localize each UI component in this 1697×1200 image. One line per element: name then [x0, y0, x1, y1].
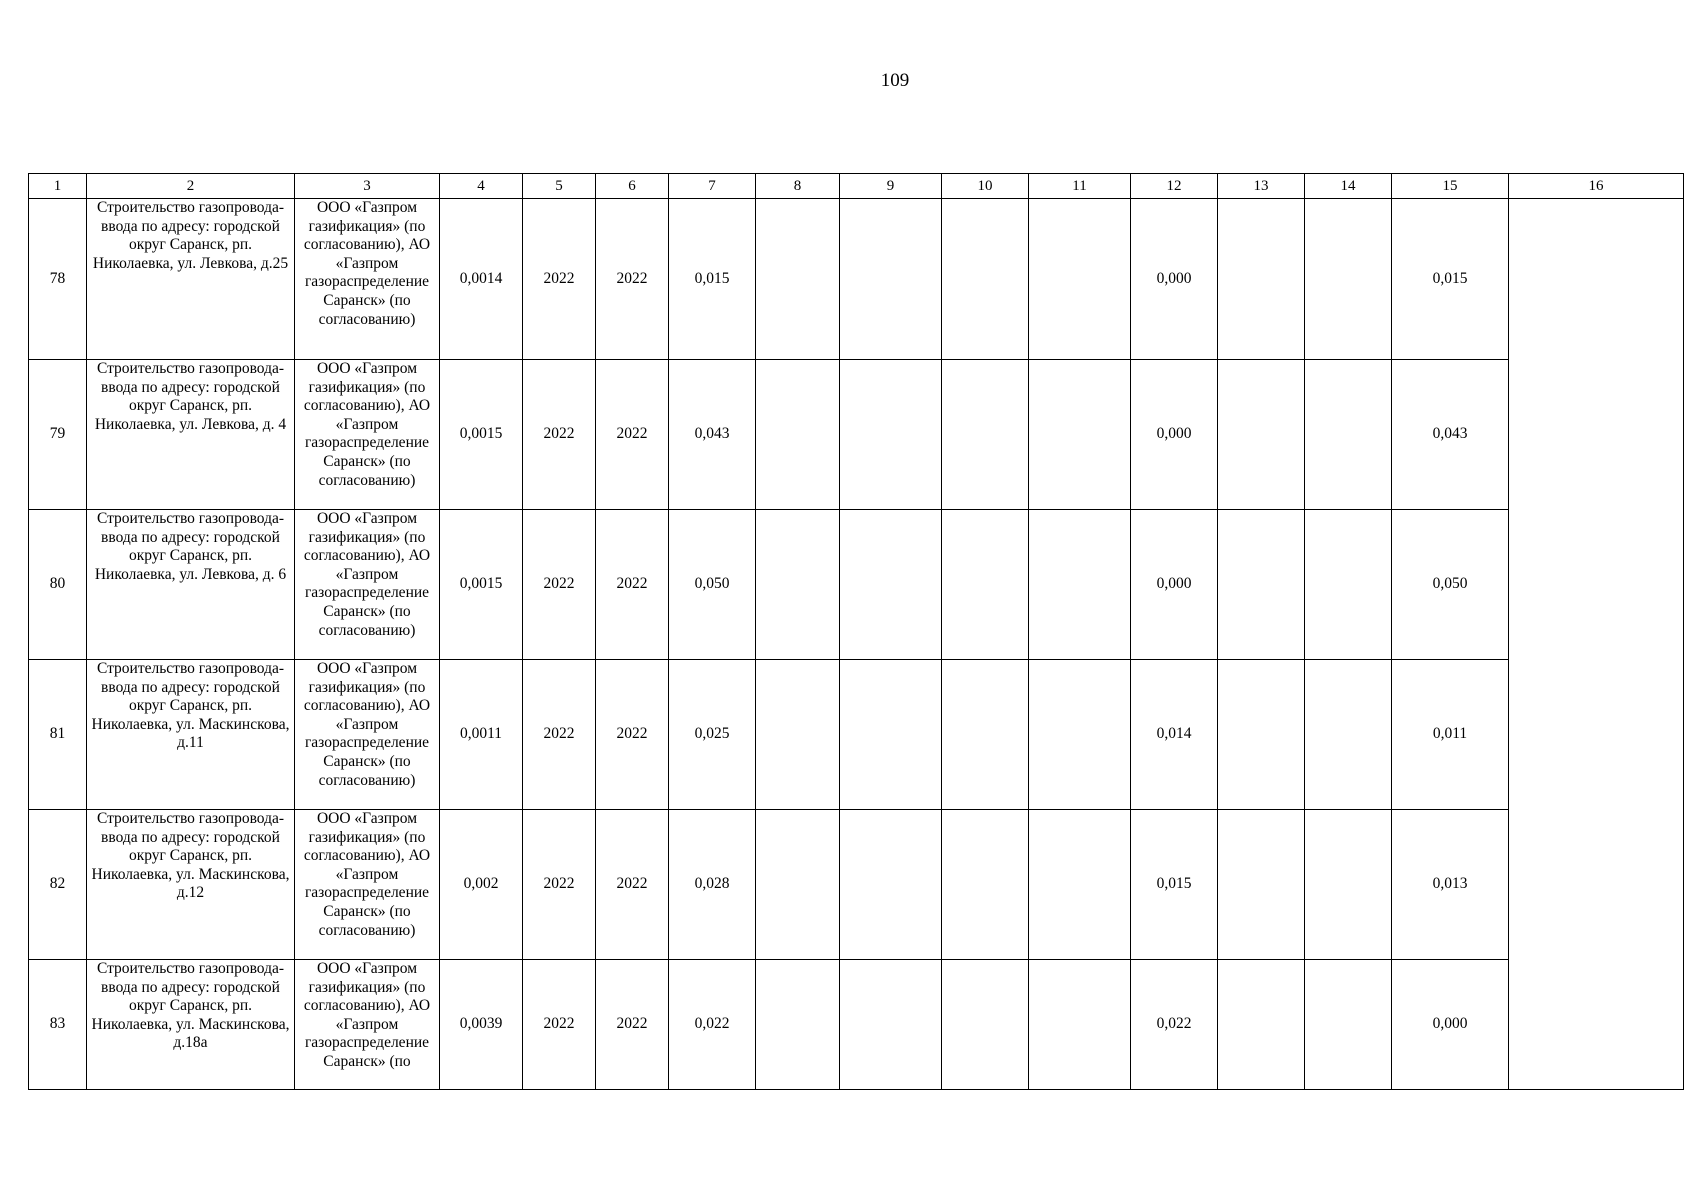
col-8-value [756, 960, 840, 1090]
row-number: 82 [29, 810, 87, 960]
responsible-org-text: ООО «Газпром газификация» (по согласованию), АО «Газпром газораспределение Саранск» (по согласованию) [303, 810, 431, 939]
header-cell: 6 [596, 174, 669, 199]
responsible-org-text: ООО «Газпром газификация» (по согласованию), АО «Газпром газораспределение Саранск» (по согласованию) [303, 360, 431, 489]
col-6-end-year: 2022 [596, 199, 669, 360]
row-number: 78 [29, 199, 87, 360]
col-4-value: 0,0011 [440, 660, 523, 810]
col-8-value [756, 810, 840, 960]
work-description: Строительство газопровода-ввода по адресу: городской округ Саранск, рп. Николаевка, ул. Маскинскова, д.12 [87, 810, 295, 960]
col-11-value [1029, 810, 1131, 960]
work-description: Строительство газопровода-ввода по адресу: городской округ Саранск, рп. Николаевка, ул. Левкова, д. 6 [87, 510, 295, 660]
work-description: Строительство газопровода-ввода по адресу: городской округ Саранск, рп. Николаевка, ул. Маскинскова, д.18а [87, 960, 295, 1090]
col-15-value: 0,050 [1392, 510, 1509, 660]
work-description: Строительство газопровода-ввода по адресу: городской округ Саранск, рп. Николаевка, ул. Левкова, д. 4 [87, 360, 295, 510]
header-cell: 3 [295, 174, 440, 199]
row-number: 79 [29, 360, 87, 510]
work-description: Строительство газопровода-ввода по адресу: городской округ Саранск, рп. Николаевка, ул. Левкова, д.25 [87, 199, 295, 360]
col-15-value: 0,015 [1392, 199, 1509, 360]
col-4-value: 0,0014 [440, 199, 523, 360]
row-number: 81 [29, 660, 87, 810]
responsible-org-text: ООО «Газпром газификация» (по согласованию), АО «Газпром газораспределение Саранск» (по согласованию) [303, 510, 431, 639]
col-9-value [840, 360, 942, 510]
header-cell: 15 [1392, 174, 1509, 199]
col-14-value [1305, 660, 1392, 810]
col-8-value [756, 199, 840, 360]
col-14-value [1305, 960, 1392, 1090]
header-cell: 9 [840, 174, 942, 199]
header-cell: 14 [1305, 174, 1392, 199]
col-9-value [840, 510, 942, 660]
row-number: 83 [29, 960, 87, 1090]
header-row [29, 174, 1684, 199]
responsible-org-text: ООО «Газпром газификация» (по согласованию), АО «Газпром газораспределение Саранск» (по [303, 960, 431, 1070]
col-6-end-year: 2022 [596, 960, 669, 1090]
col-6-end-year: 2022 [596, 510, 669, 660]
col-12-value: 0,014 [1131, 660, 1218, 810]
col-7-value: 0,043 [669, 360, 756, 510]
header-cell: 16 [1509, 174, 1684, 199]
work-description: Строительство газопровода-ввода по адресу: городской округ Саранск, рп. Николаевка, ул. Маскинскова, д.11 [87, 660, 295, 810]
col-14-value [1305, 199, 1392, 360]
col-12-value: 0,015 [1131, 810, 1218, 960]
responsible-org [295, 199, 440, 360]
header-cell: 11 [1029, 174, 1131, 199]
col-5-start-year: 2022 [523, 660, 596, 810]
col-4-value: 0,0015 [440, 510, 523, 660]
col-10-value [942, 199, 1029, 360]
responsible-org [295, 360, 440, 510]
header-cell: 4 [440, 174, 523, 199]
page-number: 109 [880, 70, 910, 91]
col-11-value [1029, 199, 1131, 360]
col-4-value: 0,0039 [440, 960, 523, 1090]
col-8-value [756, 660, 840, 810]
col-15-value: 0,043 [1392, 360, 1509, 510]
table-row [29, 199, 1684, 360]
responsible-org-text: ООО «Газпром газификация» (по согласованию), АО «Газпром газораспределение Саранск» (по согласованию) [303, 199, 431, 328]
col-5-start-year: 2022 [523, 510, 596, 660]
table-row [29, 660, 1684, 810]
col-13-value [1218, 810, 1305, 960]
responsible-org-text: ООО «Газпром газификация» (по согласованию), АО «Газпром газораспределение Саранск» (по согласованию) [303, 660, 431, 789]
col-14-value [1305, 510, 1392, 660]
col-6-end-year: 2022 [596, 810, 669, 960]
table-row [29, 360, 1684, 510]
col-5-start-year: 2022 [523, 810, 596, 960]
col-16-merged-cell [1509, 199, 1684, 1090]
responsible-org [295, 810, 440, 960]
responsible-org [295, 510, 440, 660]
col-8-value [756, 510, 840, 660]
col-13-value [1218, 660, 1305, 810]
col-7-value: 0,025 [669, 660, 756, 810]
col-9-value [840, 960, 942, 1090]
col-13-value [1218, 360, 1305, 510]
table-row [29, 960, 1684, 1090]
col-5-start-year: 2022 [523, 199, 596, 360]
col-10-value [942, 360, 1029, 510]
col-12-value: 0,000 [1131, 510, 1218, 660]
col-13-value [1218, 199, 1305, 360]
col-12-value: 0,000 [1131, 360, 1218, 510]
header-cell: 10 [942, 174, 1029, 199]
data-table [28, 173, 1684, 1090]
col-9-value [840, 810, 942, 960]
col-6-end-year: 2022 [596, 660, 669, 810]
header-cell: 13 [1218, 174, 1305, 199]
responsible-org [295, 960, 440, 1090]
col-15-value: 0,011 [1392, 660, 1509, 810]
col-10-value [942, 660, 1029, 810]
col-5-start-year: 2022 [523, 360, 596, 510]
col-11-value [1029, 510, 1131, 660]
col-9-value [840, 660, 942, 810]
responsible-org [295, 660, 440, 810]
header-cell: 1 [29, 174, 87, 199]
col-13-value [1218, 960, 1305, 1090]
col-6-end-year: 2022 [596, 360, 669, 510]
header-cell: 5 [523, 174, 596, 199]
header-cell: 8 [756, 174, 840, 199]
col-15-value: 0,013 [1392, 810, 1509, 960]
col-13-value [1218, 510, 1305, 660]
col-8-value [756, 360, 840, 510]
col-10-value [942, 960, 1029, 1090]
col-11-value [1029, 660, 1131, 810]
col-5-start-year: 2022 [523, 960, 596, 1090]
table-row [29, 510, 1684, 660]
col-14-value [1305, 810, 1392, 960]
col-4-value: 0,002 [440, 810, 523, 960]
row-number: 80 [29, 510, 87, 660]
col-15-value: 0,000 [1392, 960, 1509, 1090]
header-cell: 7 [669, 174, 756, 199]
col-10-value [942, 810, 1029, 960]
col-12-value: 0,000 [1131, 199, 1218, 360]
col-10-value [942, 510, 1029, 660]
col-4-value: 0,0015 [440, 360, 523, 510]
header-cell: 2 [87, 174, 295, 199]
col-12-value: 0,022 [1131, 960, 1218, 1090]
col-11-value [1029, 360, 1131, 510]
col-14-value [1305, 360, 1392, 510]
col-7-value: 0,022 [669, 960, 756, 1090]
col-9-value [840, 199, 942, 360]
header-cell: 12 [1131, 174, 1218, 199]
col-11-value [1029, 960, 1131, 1090]
col-7-value: 0,028 [669, 810, 756, 960]
col-7-value: 0,015 [669, 199, 756, 360]
table-row [29, 810, 1684, 960]
col-7-value: 0,050 [669, 510, 756, 660]
